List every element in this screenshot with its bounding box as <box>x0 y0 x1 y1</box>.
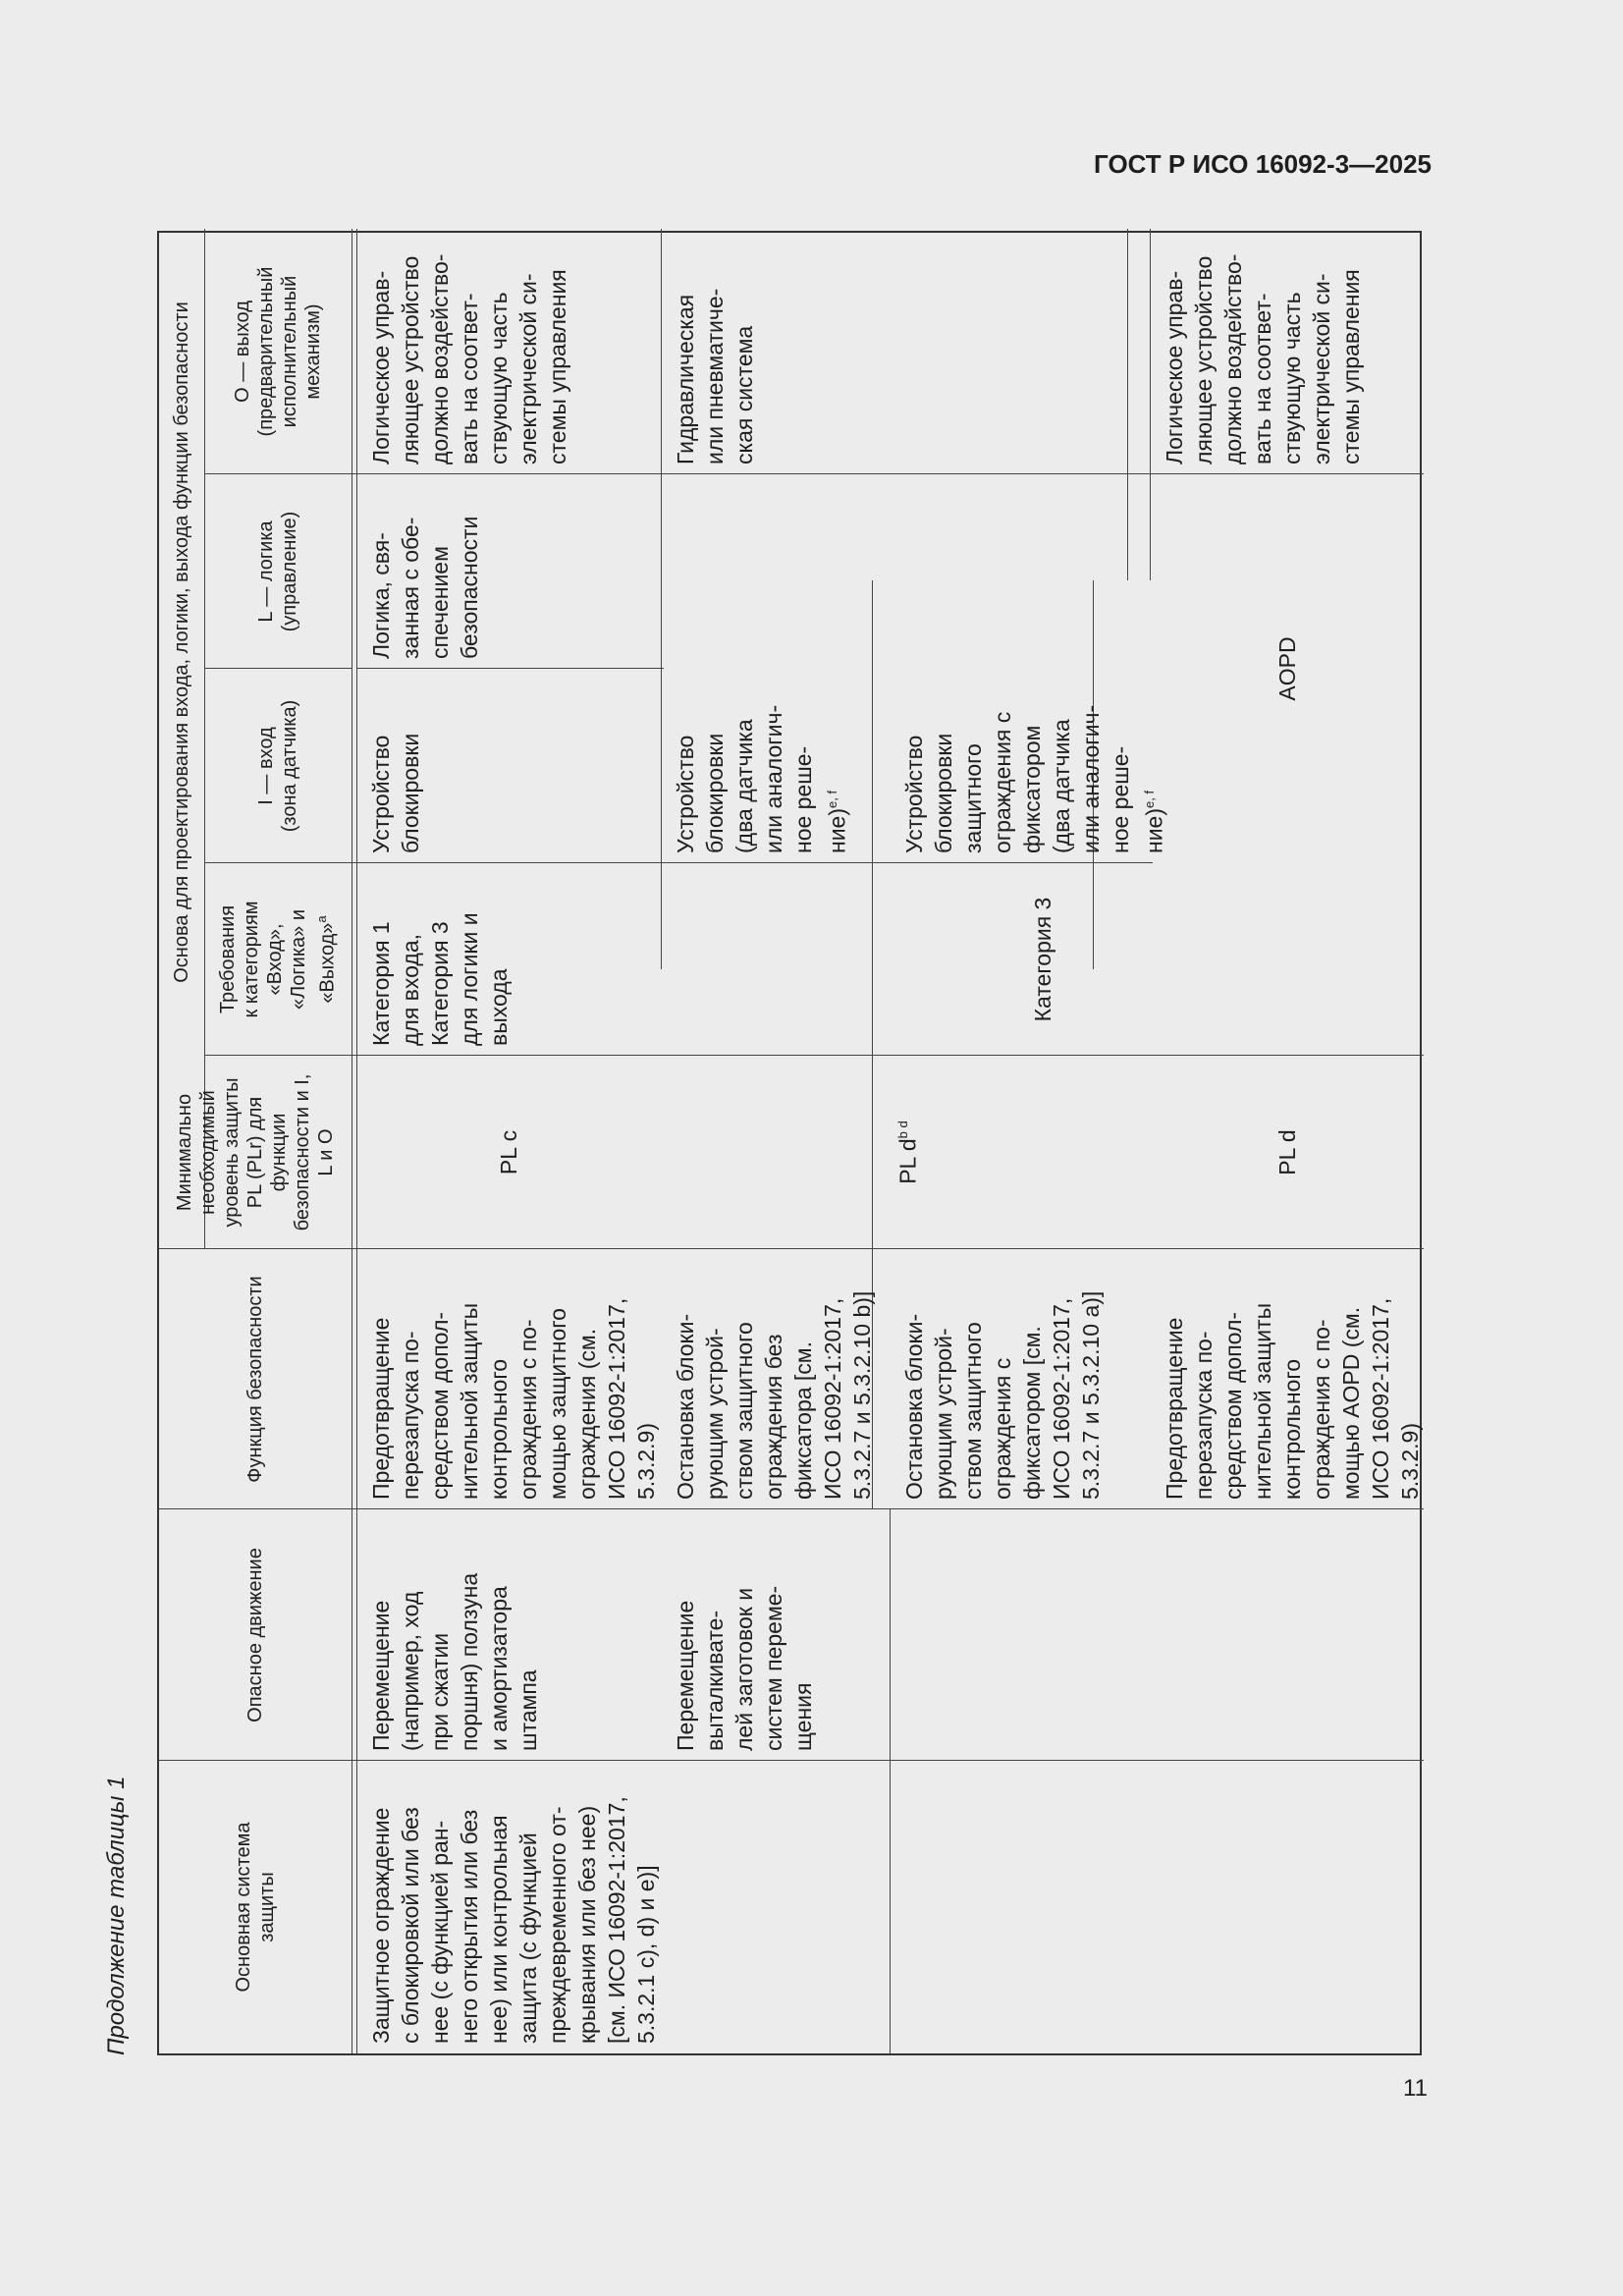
output-cell-3: Логическое управ- ляющее устройство должно воздейство- вать на соответ- ствующую часть электрической си- стемы управления <box>1162 253 1364 465</box>
header-pl-min: Минимально необходимый уровень защиты PL (PLr) для функции безопасности и I, L и O <box>174 1073 337 1231</box>
input-cell-3 <box>890 669 1169 863</box>
header-input: I — вход (зона датчика) <box>255 699 300 833</box>
header-output: O — выход (предварительный исполнительный механизм) <box>232 266 324 437</box>
pl-cell-1: PL c <box>496 1129 521 1175</box>
output-cell-1: Логическое управ- ляющее устройство должно воздейство- вать на соответ- ствующую часть электрической си- стемы управления <box>368 253 570 465</box>
logic-cell-1: Логика, свя- занная с обе- спечением безопасности <box>368 516 482 659</box>
output-cell-2: Гидравлическая или пневматиче- ская система <box>673 288 757 465</box>
header-hazard: Опасное движение <box>244 1548 266 1722</box>
basic-system-cell: Защитное ограждение с блокировкой или без нее (с функцией ран- него открытия или без нее) или контрольная защита (с функцией преждевременного от- крывания или без нее) [см. ИСО 16092-1:2017, 5.3.2.1 c), d) и e)] <box>368 1796 659 2044</box>
footnote-mark: e, f <box>1142 790 1157 808</box>
input-cell-1: Устройство блокировки <box>368 733 423 853</box>
table-1 <box>157 231 1422 2055</box>
function-cell-4: Предотвращение перезапуска по- средством допол- нительной защиты контрольного ограждения с по- мощью AOPD (см. ИСО 16092-1:2017, 5.3.2.9) <box>1162 1297 1423 1500</box>
header-basic-system: Основная система защиты <box>233 1822 278 1993</box>
input-cell-2-text: Устройство блокировки (два датчика или аналогич- ное реше- ние) <box>673 704 850 853</box>
category-cell-1: Категория 1 для входа, Категория 3 для логики и выхода <box>368 912 512 1046</box>
category-cell-2: Категория 3 <box>1029 897 1055 1022</box>
page-number: 11 <box>1403 2075 1428 2102</box>
function-cell-3: Остановка блоки- рующим устрой- ством защитного ограждения с фиксатором [см. ИСО 16092-1:2017, 5.3.2.7 и 5.3.2.10 a)] <box>901 1290 1104 1500</box>
hazard-cell-1: Перемещение (например, ход при сжатии поршня) ползуна и амортизатора штампа <box>368 1572 541 1751</box>
input-cell-4: AOPD <box>1273 636 1300 701</box>
rotated-table-page <box>103 231 1423 2055</box>
header-categories-text: Требования к категориям «Вход», «Логика» и «Выход» <box>217 901 339 1018</box>
footnote-mark: a <box>314 915 330 923</box>
document-code: ГОСТ Р ИСО 16092-3—2025 <box>1094 149 1432 179</box>
function-cell-1: Предотвращение перезапуска по- средством допол- нительной защиты контрольного ограждения с по- мощью защитного ограждения (см. ИСО 16092-1:2017, 5.3.2.9) <box>368 1297 659 1500</box>
header-categories <box>204 863 352 1056</box>
footnote-mark: b d <box>894 1121 910 1139</box>
input-cell-3-text: Устройство блокировки защитного ограждения с фиксатором (два датчика или аналогич- ное реше- ние) <box>901 704 1167 853</box>
hazard-cell-2: Перемещение выталкивате- лей заготовок и систем переме- щения <box>673 1585 816 1751</box>
header-logic: L — логика (управление) <box>255 511 300 632</box>
input-cell-2 <box>661 669 852 863</box>
pl-cell-2 <box>661 1056 1150 1249</box>
pl-cell-3: PL d <box>1273 1129 1300 1175</box>
function-cell-2: Остановка блоки- рующим устрой- ством защитного ограждения без фиксатора [см. ИСО 16092-1:2017, 5.3.2.7 и 5.3.2.10 b)] <box>673 1290 875 1500</box>
pl-cell-2-text: PL d <box>894 1138 921 1184</box>
table-caption: Продолжение таблицы 1 <box>103 1776 130 2055</box>
footnote-mark: e, f <box>825 790 839 808</box>
header-function: Функция безопасности <box>244 1276 266 1483</box>
header-group: Основа для проектирования входа, логики, выхода функции безопасности <box>171 301 192 983</box>
